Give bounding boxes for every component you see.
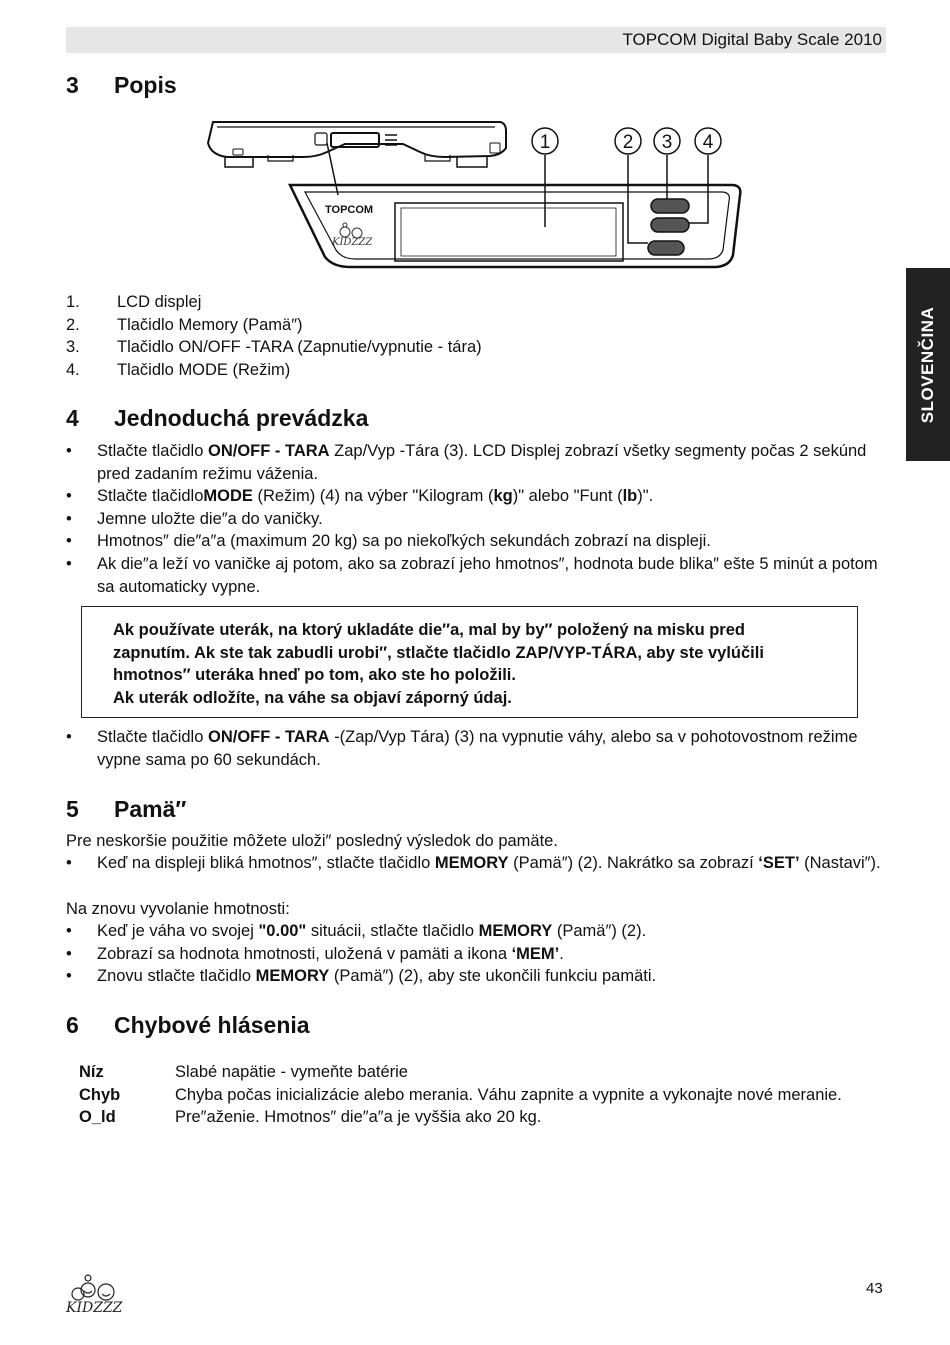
- memory-recall-intro: Na znovu vyvolanie hmotnosti:: [66, 900, 290, 918]
- scale-front-panel: [290, 185, 740, 267]
- language-tab-label: SLOVENČINA: [918, 306, 937, 423]
- callout-3: [654, 128, 680, 154]
- table-row: Chyb Chyba počas inicializácie alebo merania. Váhu zapnite a vypnite a vykonajte nové meranie.: [79, 1085, 842, 1104]
- list-item: • Stlačte tlačidlo ON/OFF - TARA Zap/Vyp -Tára (3). LCD Displej zobrazí všetky segmenty počas 2 sekúnd pred zadaním režimu váženia.: [66, 440, 886, 485]
- towel-note-box: [81, 606, 858, 718]
- header-title: TOPCOM Digital Baby Scale 2010: [622, 30, 882, 49]
- section-heading-chybove-hlasenia: 6 Chybové hlásenia: [66, 1012, 310, 1038]
- list-item: • Zobrazí sa hodnota hmotnosti, uložená v pamäti a ikona ‘MEM’.: [66, 943, 886, 966]
- svg-text:3: 3: [661, 132, 673, 153]
- legend-item: 4. Tlačidlo MODE (Režim): [66, 360, 291, 379]
- legend-item: 2. Tlačidlo Memory (Pamä″): [66, 315, 303, 334]
- operation-steps-continued: [66, 726, 886, 771]
- list-item: • Keď je váha vo svojej "0.00" situácii, stlačte tlačidlo MEMORY (Pamä″) (2).: [66, 920, 886, 943]
- memory-recall-steps: [66, 920, 886, 988]
- footer-logo-label: KIDZZZ: [66, 1300, 123, 1316]
- figure-brand-label: TOPCOM: [325, 204, 374, 216]
- list-item: • Znovu stlačte tlačidlo MEMORY (Pamä″) (2), aby ste ukončili funkciu pamäti.: [66, 965, 886, 988]
- list-item: • Stlačte tlačidlo ON/OFF - TARA -(Zap/Vyp Tára) (3) na vypnutie váhy, alebo sa v pohotovostnom režime vypne sama po 60 sekundách.: [66, 726, 886, 771]
- scale-side-view: [208, 122, 506, 167]
- table-row: O_ld Pre″aženie. Hmotnos″ die″a″a je vyššia ako 20 kg.: [79, 1108, 542, 1127]
- svg-text:2: 2: [622, 132, 634, 153]
- operation-steps: [66, 440, 886, 598]
- legend-item: 3. Tlačidlo ON/OFF -TARA (Zapnutie/vypnutie - tára): [66, 338, 482, 357]
- error-messages-table: [79, 1061, 849, 1129]
- section-heading-popis: 3 Popis: [66, 72, 177, 98]
- kidzzz-logo: [62, 1272, 142, 1318]
- memory-store-steps: [66, 852, 886, 875]
- callout-4: [695, 128, 721, 154]
- legend-item: 1. LCD displej: [66, 293, 202, 311]
- list-item: • Keď na displeji bliká hmotnos″, stlačte tlačidlo MEMORY (Pamä″) (2). Nakrátko sa zobrazí ‘SET’ (Nastavi″).: [66, 852, 886, 875]
- list-item: • Hmotnos″ die″a″a (maximum 20 kg) sa po niekoľkých sekundách zobrazí na displeji.: [66, 530, 886, 553]
- svg-text:1: 1: [539, 132, 551, 153]
- section-heading-jednoducha-prevadzka: 4 Jednoduchá prevádzka: [66, 405, 369, 431]
- running-header: [66, 27, 886, 53]
- parts-legend: [66, 291, 482, 381]
- note-text: Ak používate uterák, na ktorý ukladáte die″a, mal by by″ položený na misku pred zapnutím. Ak ste tak zabudli urobi″, stlačte tlačidlo ZAP/VYP-TÁRA, aby ste vylúčili hmotnos″ uteráka hneď po tom, ako ste ho položili.: [113, 621, 764, 685]
- note-text: Ak uterák odložíte, na váhe sa objaví záporný údaj.: [113, 688, 512, 707]
- table-row: Níz Slabé napätie - vymeňte batérie: [79, 1063, 408, 1081]
- callout-1: [532, 128, 558, 154]
- memory-intro: Pre neskoršie použitie môžete uloži″ posledný výsledok do pamäte.: [66, 832, 558, 850]
- svg-text:4: 4: [702, 132, 714, 153]
- section-heading-pamat: 5 Pamä″: [66, 796, 187, 822]
- language-tab: [906, 268, 950, 461]
- callout-2: [615, 128, 641, 154]
- kidzzz-logo-figure: [340, 223, 362, 238]
- list-item: • Ak die″a leží vo vaničke aj potom, ako sa zobrazí jeho hmotnos″, hodnota bude blika″ ešte 5 minút a potom sa automaticky vypne.: [66, 553, 886, 598]
- figure-logo-label: KIDZZZ: [332, 237, 373, 248]
- list-item: • Stlačte tlačidloMODE (Režim) (4) na výber "Kilogram (kg)" alebo "Funt (lb)".: [66, 485, 886, 508]
- page-number: 43: [866, 1280, 883, 1297]
- list-item: • Jemne uložte die″a do vaničky.: [66, 508, 886, 531]
- scale-illustration: [205, 115, 750, 285]
